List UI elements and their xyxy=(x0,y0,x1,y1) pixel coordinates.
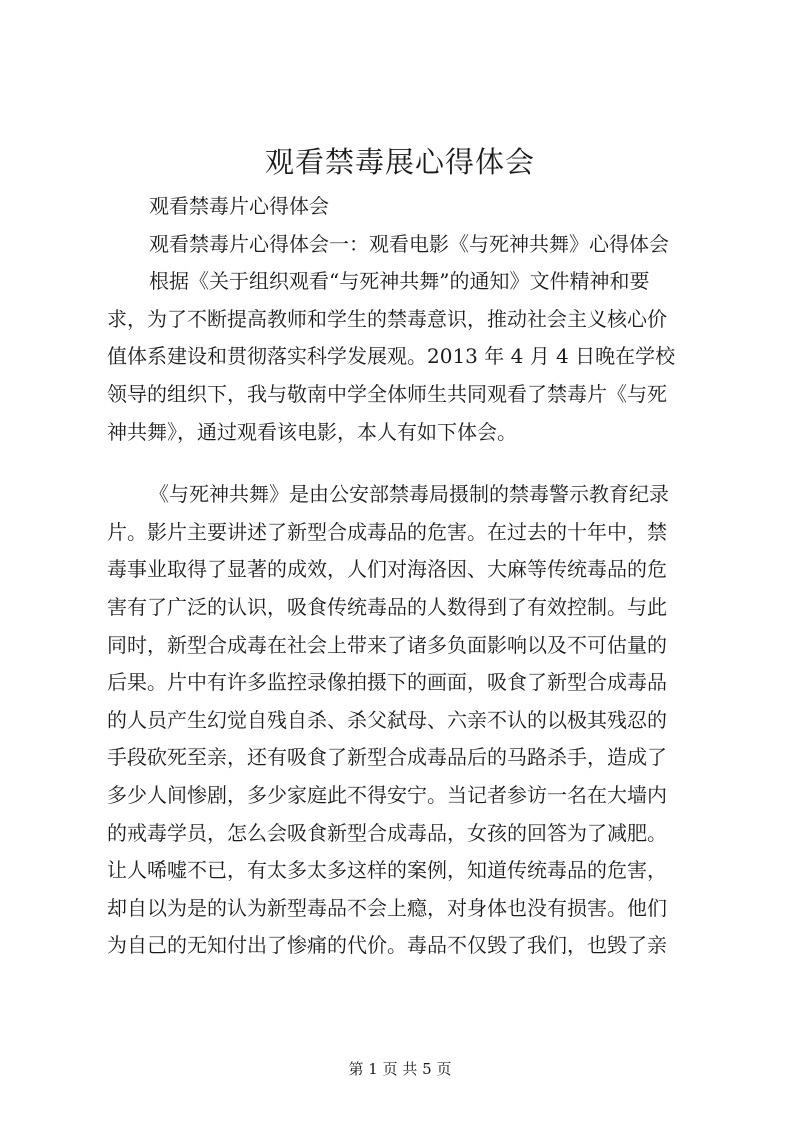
paragraph-line: 领导的组织下，我与敬南中学全体师生共同观看了禁毒片《与死 xyxy=(107,381,667,406)
document-body xyxy=(107,188,707,965)
paragraph-line: 片。影片主要讲述了新型合成毒品的危害。在过去的十年中，禁 xyxy=(107,519,667,544)
paragraph-line: 求，为了不断提高教师和学生的禁毒意识，推动社会主义核心价 xyxy=(107,306,667,331)
paragraph-2 xyxy=(107,476,707,965)
paragraph-line: 让人唏嘘不已，有太多太多这样的案例，知道传统毒品的危害， xyxy=(107,858,667,883)
paragraph-line: 为自己的无知付出了惨痛的代价。毒品不仅毁了我们，也毁了亲 xyxy=(107,933,667,958)
paragraph-line: 《与死神共舞》是由公安部禁毒局摄制的禁毒警示教育纪录 xyxy=(149,482,669,507)
paragraph-line: 根据《关于组织观看“与死神共舞”的通知》文件精神和要 xyxy=(149,269,650,294)
subtitle-line: 观看禁毒片心得体会 xyxy=(149,194,329,218)
paragraph-line: 的戒毒学员，怎么会吸食新型合成毒品，女孩的回答为了减肥。 xyxy=(107,820,667,845)
paragraph-line: 却自以为是的认为新型毒品不会上瘾，对身体也没有损害。他们 xyxy=(107,895,667,920)
paragraph-1 xyxy=(107,263,707,451)
paragraph-line: 值体系建设和贯彻落实科学发展观。2013 年 4 月 4 日晚在学校 xyxy=(107,344,676,369)
paragraph-line: 神共舞》，通过观看该电影，本人有如下体会。 xyxy=(107,419,517,444)
paragraph-line: 害有了广泛的认识，吸食传统毒品的人数得到了有效控制。与此 xyxy=(107,594,667,619)
paragraph-line: 手段砍死至亲，还有吸食了新型合成毒品后的马路杀手，造成了 xyxy=(107,745,667,770)
page-footer: 第 1 页 共 5 页 xyxy=(348,1060,452,1078)
page-title: 观看禁毒展心得体会 xyxy=(264,145,535,179)
paragraph-line: 毒事业取得了显著的成效，人们对海洛因、大麻等传统毒品的危 xyxy=(107,557,667,582)
paragraph-line: 多少人间惨剧，多少家庭此不得安宁。当记者参访一名在大墙内 xyxy=(107,782,667,807)
paragraph-line: 同时，新型合成毒在社会上带来了诸多负面影响以及不可估量的 xyxy=(107,632,667,657)
paragraph-line: 后果。片中有许多监控录像拍摄下的画面，吸食了新型合成毒品 xyxy=(107,670,667,695)
paragraph-line: 的人员产生幻觉自残自杀、杀父弑母、六亲不认的以极其残忍的 xyxy=(107,707,667,732)
paragraph-gap xyxy=(107,451,707,476)
section-heading: 观看禁毒片心得体会一：观看电影《与死神共舞》心得体会 xyxy=(149,231,669,256)
